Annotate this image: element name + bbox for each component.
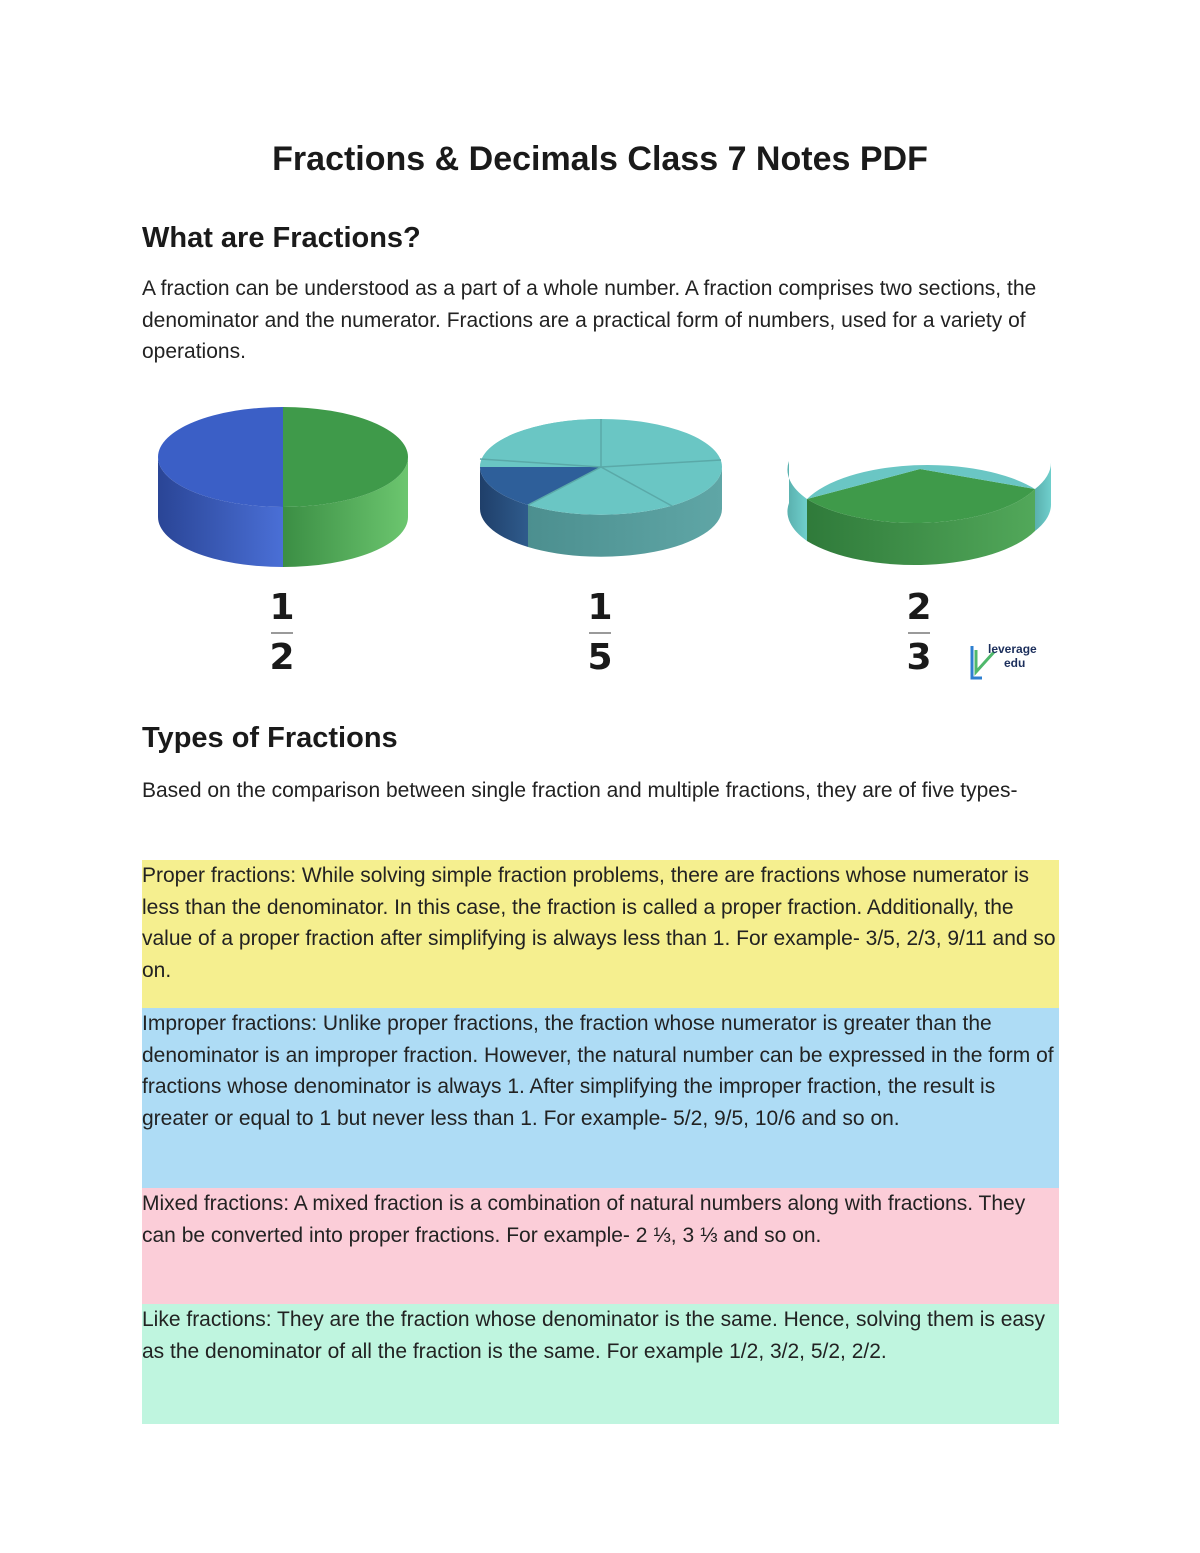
logo-text-line1: leverage bbox=[988, 642, 1037, 656]
fraction-bar bbox=[271, 632, 293, 634]
numerator: 1 bbox=[587, 587, 613, 628]
improper-fractions-text: Improper fractions: Unlike proper fractions, the fraction whose numerator is greater than the denominator is an improper fraction. However, the natural number can be expressed in the form of fractions whose denominator is always 1. After simplifying the improper fraction, the result is greater or equal to 1 but never less than 1. For example- 5/2, 9/5, 10/6 and so on. bbox=[142, 1012, 1054, 1130]
mixed-fractions-text: Mixed fractions: A mixed fraction is a combination of natural numbers along with fractions. They can be converted into proper fractions. For example- 2 ⅓, 3 ⅓ and so on. bbox=[142, 1192, 1026, 1247]
like-fractions-box bbox=[142, 1304, 1059, 1424]
fraction-label-1 bbox=[252, 588, 312, 678]
intro-paragraph: A fraction can be understood as a part of a whole number. A fraction comprises two sections, the denominator and the numerator. Fractions are a practical form of numbers, used for a variety of operations. bbox=[142, 277, 1037, 363]
fraction-label-3 bbox=[889, 588, 949, 678]
proper-fractions-box bbox=[142, 860, 1059, 1008]
fraction-bar bbox=[908, 632, 930, 634]
improper-fractions-box bbox=[142, 1008, 1059, 1188]
numerator: 2 bbox=[906, 587, 932, 628]
types-intro-paragraph: Based on the comparison between single fraction and multiple fractions, they are of five types- bbox=[142, 779, 1018, 802]
pie-one-half bbox=[150, 405, 418, 580]
heading-what-are-fractions: What are Fractions? bbox=[142, 222, 421, 254]
pie-one-fifth bbox=[474, 405, 730, 580]
leverage-edu-logo bbox=[968, 638, 1058, 684]
page-title: Fractions & Decimals Class 7 Notes PDF bbox=[272, 140, 928, 178]
fraction-bar bbox=[589, 632, 611, 634]
denominator: 5 bbox=[587, 637, 613, 678]
logo-text-line2: edu bbox=[1004, 656, 1026, 670]
denominator: 2 bbox=[269, 637, 295, 678]
heading-types-of-fractions: Types of Fractions bbox=[142, 722, 398, 754]
proper-fractions-text: Proper fractions: While solving simple fraction problems, there are fractions whose numerator is less than the denominator. In this case, the fraction is called a proper fraction. Additionally, the value of a proper fraction after simplifying is always less than 1. For example- 3/5, 2/3, 9/11 and so on. bbox=[142, 864, 1056, 982]
numerator: 1 bbox=[269, 587, 295, 628]
pie-two-thirds bbox=[785, 405, 1055, 580]
mixed-fractions-box bbox=[142, 1188, 1059, 1304]
fraction-label-2 bbox=[570, 588, 630, 678]
denominator: 3 bbox=[906, 637, 932, 678]
like-fractions-text: Like fractions: They are the fraction whose denominator is the same. Hence, solving them is easy as the denominator of all the fraction is the same. For example 1/2, 3/2, 5/2, 2/2. bbox=[142, 1308, 1046, 1363]
